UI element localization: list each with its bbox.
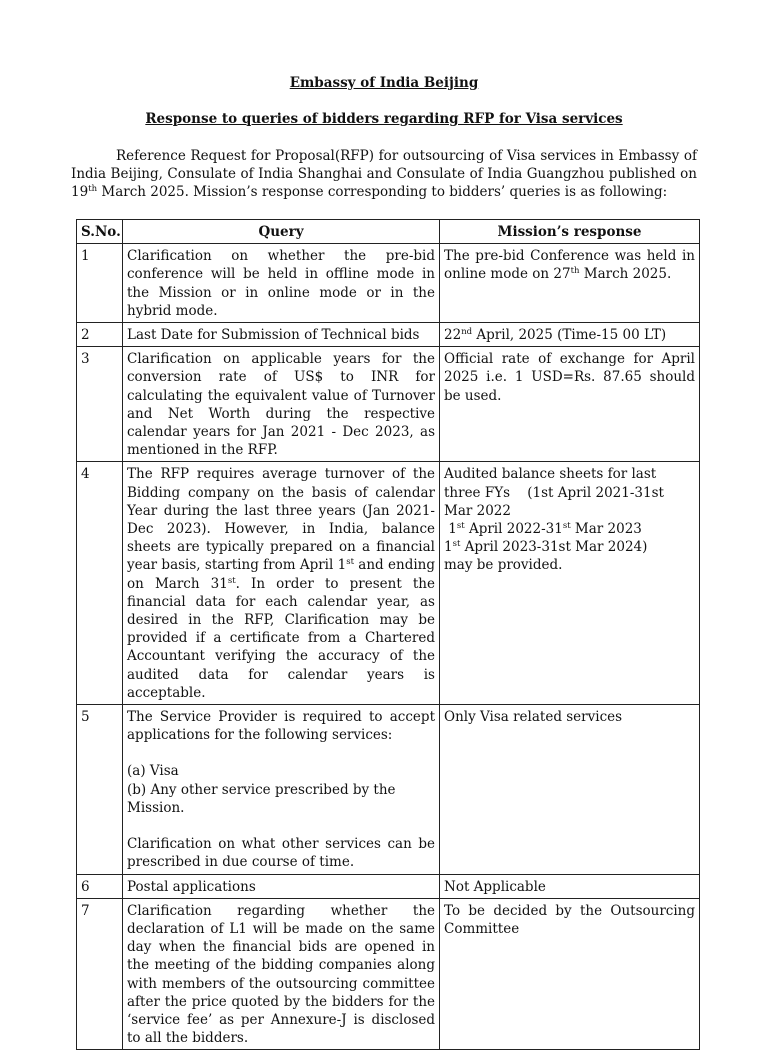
row-sno: 7 xyxy=(77,898,123,1050)
table-row xyxy=(77,347,700,462)
query-outro: Clarification on what other services can be prescribed in due course of time. xyxy=(127,836,435,871)
table-row xyxy=(77,705,700,874)
table-row xyxy=(77,898,700,1050)
row-sno: 6 xyxy=(77,874,123,898)
row-query: Clarification on whether the pre-bid conference will be held in offline mode in the Mission or in online mode or in the hybrid mode. xyxy=(123,244,440,323)
table-row xyxy=(77,323,700,347)
table-row xyxy=(77,874,700,898)
row-sno: 3 xyxy=(77,347,123,462)
table-row xyxy=(77,462,700,705)
header-sno: S.No. xyxy=(77,220,123,244)
row-sno: 5 xyxy=(77,705,123,874)
table-row xyxy=(77,244,700,323)
document-subject: Response to queries of bidders regarding RFP for Visa services xyxy=(145,111,623,127)
row-sno: 4 xyxy=(77,462,123,705)
table-header-row xyxy=(77,220,700,244)
row-query: Last Date for Submission of Technical bids xyxy=(123,323,440,347)
row-query xyxy=(123,705,440,874)
row-sno: 2 xyxy=(77,323,123,347)
response-line: 1st April 2022-31st Mar 2023 xyxy=(448,521,642,538)
row-query: Clarification regarding whether the declaration of L1 will be made on the same day when the financial bids are opened in the meeting of the bidding companies along with members of the outsourcing committee after the price quoted by the bidders for the ‘service fee’ as per Annexure-J is disclosed to all the bidders. xyxy=(123,898,440,1050)
document-title: Embassy of India Beijing xyxy=(289,75,479,91)
query-item-a: (a) Visa xyxy=(127,763,179,780)
response-line: 1st April 2023-31st Mar 2024) xyxy=(444,539,648,556)
header-response: Mission’s response xyxy=(440,220,700,244)
queries-table xyxy=(76,219,700,1050)
row-response xyxy=(440,462,700,705)
row-response: 22nd April, 2025 (Time-15 00 LT) xyxy=(440,323,700,347)
response-line: may be provided. xyxy=(444,557,563,574)
query-intro: The Service Provider is required to accept applications for the following services: xyxy=(127,709,435,744)
response-line: Audited balance sheets for last three FYs (1st April 2021-31st Mar 2022 xyxy=(444,466,664,519)
row-query: The RFP requires average turnover of the Bidding company on the basis of calendar Year during the last three years (Jan 2021-Dec 2023). However, in India, balance sheets are typically prepared on a financial year basis, starting from April 1st and ending on March 31st. In order to present the financial data for each calendar year, as desired in the RFP, Clarification may be provided if a certificate from a Chartered Accountant verifying the accuracy of the audited data for calendar years is acceptable. xyxy=(123,462,440,705)
query-item-b: (b) Any other service prescribed by the Mission. xyxy=(127,781,396,816)
row-response: To be decided by the Outsourcing Committee xyxy=(440,898,700,1050)
header-query: Query xyxy=(123,220,440,244)
row-response: Official rate of exchange for April 2025 i.e. 1 USD=Rs. 87.65 should be used. xyxy=(440,347,700,462)
row-sno: 1 xyxy=(77,244,123,323)
row-query: Clarification on applicable years for the conversion rate of US$ to INR for calculating the equivalent value of Turnover and Net Worth during the respective calendar years for Jan 2021 - Dec 2023, as mentioned in the RFP. xyxy=(123,347,440,462)
intro-paragraph: Reference Request for Proposal(RFP) for outsourcing of Visa services in Embassy of India Beijing, Consulate of India Shanghai and Consulate of India Guangzhou published on 19th March 2025. Mission’s response corresponding to bidders’ queries is as following: xyxy=(71,148,697,201)
row-response: Only Visa related services xyxy=(440,705,700,874)
row-query: Postal applications xyxy=(123,874,440,898)
row-response: The pre-bid Conference was held in online mode on 27th March 2025. xyxy=(440,244,700,323)
row-response: Not Applicable xyxy=(440,874,700,898)
